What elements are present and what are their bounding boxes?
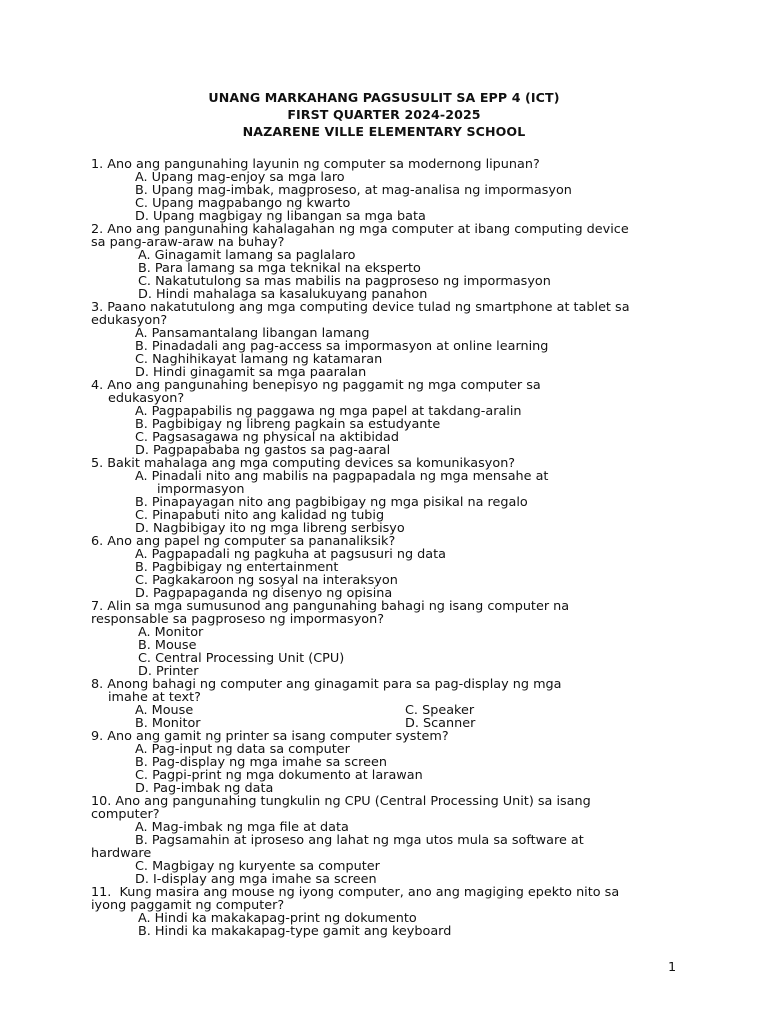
option: A. Pinadali nito ang mabilis na pagpapadala ng mga mensahe at xyxy=(135,469,549,484)
option: C. Magbigay ng kuryente sa computer xyxy=(135,859,380,874)
option: D. Hindi ginagamit sa mga paaralan xyxy=(135,365,367,380)
option: B. Pagsamahin at iproseso ang lahat ng mga utos mula sa software at xyxy=(135,833,584,848)
option: A. Ginagamit lamang sa paglalaro xyxy=(138,248,356,263)
question-8 xyxy=(91,678,691,730)
option: C. Nakatutulong sa mas mabilis na pagproseso ng impormasyon xyxy=(138,274,551,289)
question-text: 9. Ano ang gamit ng printer sa isang computer system? xyxy=(91,729,449,744)
option: D. Upang magbigay ng libangan sa mga bata xyxy=(135,209,426,224)
option: A. Hindi ka makakapag-print ng dokumento xyxy=(138,911,417,926)
option: B. Pinadadali ang pag-access sa impormasyon at online learning xyxy=(135,339,549,354)
option: A. Monitor xyxy=(138,625,204,640)
question-9 xyxy=(91,730,691,795)
option: A. Mouse xyxy=(135,703,194,718)
option: C. Pagkakaroon ng sosyal na interaksyon xyxy=(135,573,398,588)
question-text: 10. Ano ang pangunahing tungkulin ng CPU (Central Processing Unit) sa isang xyxy=(91,794,591,809)
question-1 xyxy=(91,158,691,223)
option: A. Mag-imbak ng mga file at data xyxy=(135,820,349,835)
option: B. Pagbibigay ng libreng pagkain sa estudyante xyxy=(135,417,441,432)
question-text: 5. Bakit mahalaga ang mga computing devices sa komunikasyon? xyxy=(91,456,516,471)
option: B. Monitor xyxy=(135,716,201,731)
question-text: sa pang-araw-araw na buhay? xyxy=(91,235,285,250)
question-text: 11. Kung masira ang mouse ng iyong computer, ano ang magiging epekto nito sa xyxy=(91,885,620,900)
option: A. Pansamantalang libangan lamang xyxy=(135,326,370,341)
question-2 xyxy=(91,223,691,301)
option-continuation: hardware xyxy=(91,846,152,861)
option: C. Pagpi-print ng mga dokumento at larawan xyxy=(135,768,423,783)
question-7 xyxy=(91,600,691,678)
option: A. Upang mag-enjoy sa mga laro xyxy=(135,170,345,185)
question-11 xyxy=(91,886,691,938)
option: B. Pinapayagan nito ang pagbibigay ng mga pisikal na regalo xyxy=(135,495,528,510)
option: D. Nagbibigay ito ng mga libreng serbisyo xyxy=(135,521,405,536)
question-3 xyxy=(91,301,691,379)
question-10 xyxy=(91,795,691,886)
option: D. Printer xyxy=(138,664,199,679)
exam-title: UNANG MARKAHANG PAGSUSULIT SA EPP 4 (ICT) xyxy=(208,90,560,105)
option: C. Speaker xyxy=(405,703,475,718)
question-text: 4. Ano ang pangunahing benepisyo ng paggamit ng mga computer sa xyxy=(91,378,541,393)
exam-quarter: FIRST QUARTER 2024-2025 xyxy=(287,107,481,122)
option: B. Para lamang sa mga teknikal na eksperto xyxy=(138,261,421,276)
option: B. Mouse xyxy=(138,638,197,653)
question-text: imahe at text? xyxy=(108,690,201,705)
question-text: 6. Ano ang papel ng computer sa pananaliksik? xyxy=(91,534,396,549)
question-text: 7. Alin sa mga sumusunod ang pangunahing bahagi ng isang computer na xyxy=(91,599,570,614)
question-text: responsable sa pagproseso ng impormasyon? xyxy=(91,612,385,627)
option: D. Hindi mahalaga sa kasalukuyang panahon xyxy=(138,287,428,302)
option: A. Pagpapabilis ng paggawa ng mga papel at takdang-aralin xyxy=(135,404,522,419)
option: D. Pagpapababa ng gastos sa pag-aaral xyxy=(135,443,391,458)
option: D. Pagpapaganda ng disenyo ng opisina xyxy=(135,586,393,601)
option: A. Pagpapadali ng pagkuha at pagsusuri ng data xyxy=(135,547,446,562)
question-text: edukasyon? xyxy=(108,391,185,406)
question-6 xyxy=(91,535,691,600)
option-continuation: impormasyon xyxy=(157,482,245,497)
option: A. Pag-input ng data sa computer xyxy=(135,742,350,757)
option: C. Pagsasagawa ng physical na aktibidad xyxy=(135,430,399,445)
question-text: 2. Ano ang pangunahing kahalagahan ng mga computer at ibang computing device xyxy=(91,222,629,237)
option: C. Central Processing Unit (CPU) xyxy=(138,651,345,666)
option: C. Upang magpabango ng kwarto xyxy=(135,196,351,211)
page-number: 1 xyxy=(668,960,677,975)
question-4 xyxy=(91,379,691,457)
school-name: NAZARENE VILLE ELEMENTARY SCHOOL xyxy=(242,124,526,139)
option: D. Pag-imbak ng data xyxy=(135,781,274,796)
option: C. Naghihikayat lamang ng katamaran xyxy=(135,352,383,367)
question-5 xyxy=(91,457,691,535)
question-text: 3. Paano nakatutulong ang mga computing device tulad ng smartphone at tablet sa xyxy=(91,300,630,315)
option: B. Pagbibigay ng entertainment xyxy=(135,560,339,575)
question-text: edukasyon? xyxy=(91,313,168,328)
question-text: computer? xyxy=(91,807,160,822)
option: D. Scanner xyxy=(405,716,476,731)
question-text: iyong paggamit ng computer? xyxy=(91,898,285,913)
question-text: 8. Anong bahagi ng computer ang ginagamit para sa pag-display ng mga xyxy=(91,677,562,692)
option: D. I-display ang mga imahe sa screen xyxy=(135,872,377,887)
exam-header xyxy=(0,89,768,140)
option: B. Pag-display ng mga imahe sa screen xyxy=(135,755,387,770)
option: C. Pinapabuti nito ang kalidad ng tubig xyxy=(135,508,385,523)
question-list xyxy=(91,158,691,938)
question-text: 1. Ano ang pangunahing layunin ng computer sa modernong lipunan? xyxy=(91,157,540,172)
option: B. Hindi ka makakapag-type gamit ang keyboard xyxy=(138,924,452,939)
option: B. Upang mag-imbak, magproseso, at mag-analisa ng impormasyon xyxy=(135,183,572,198)
